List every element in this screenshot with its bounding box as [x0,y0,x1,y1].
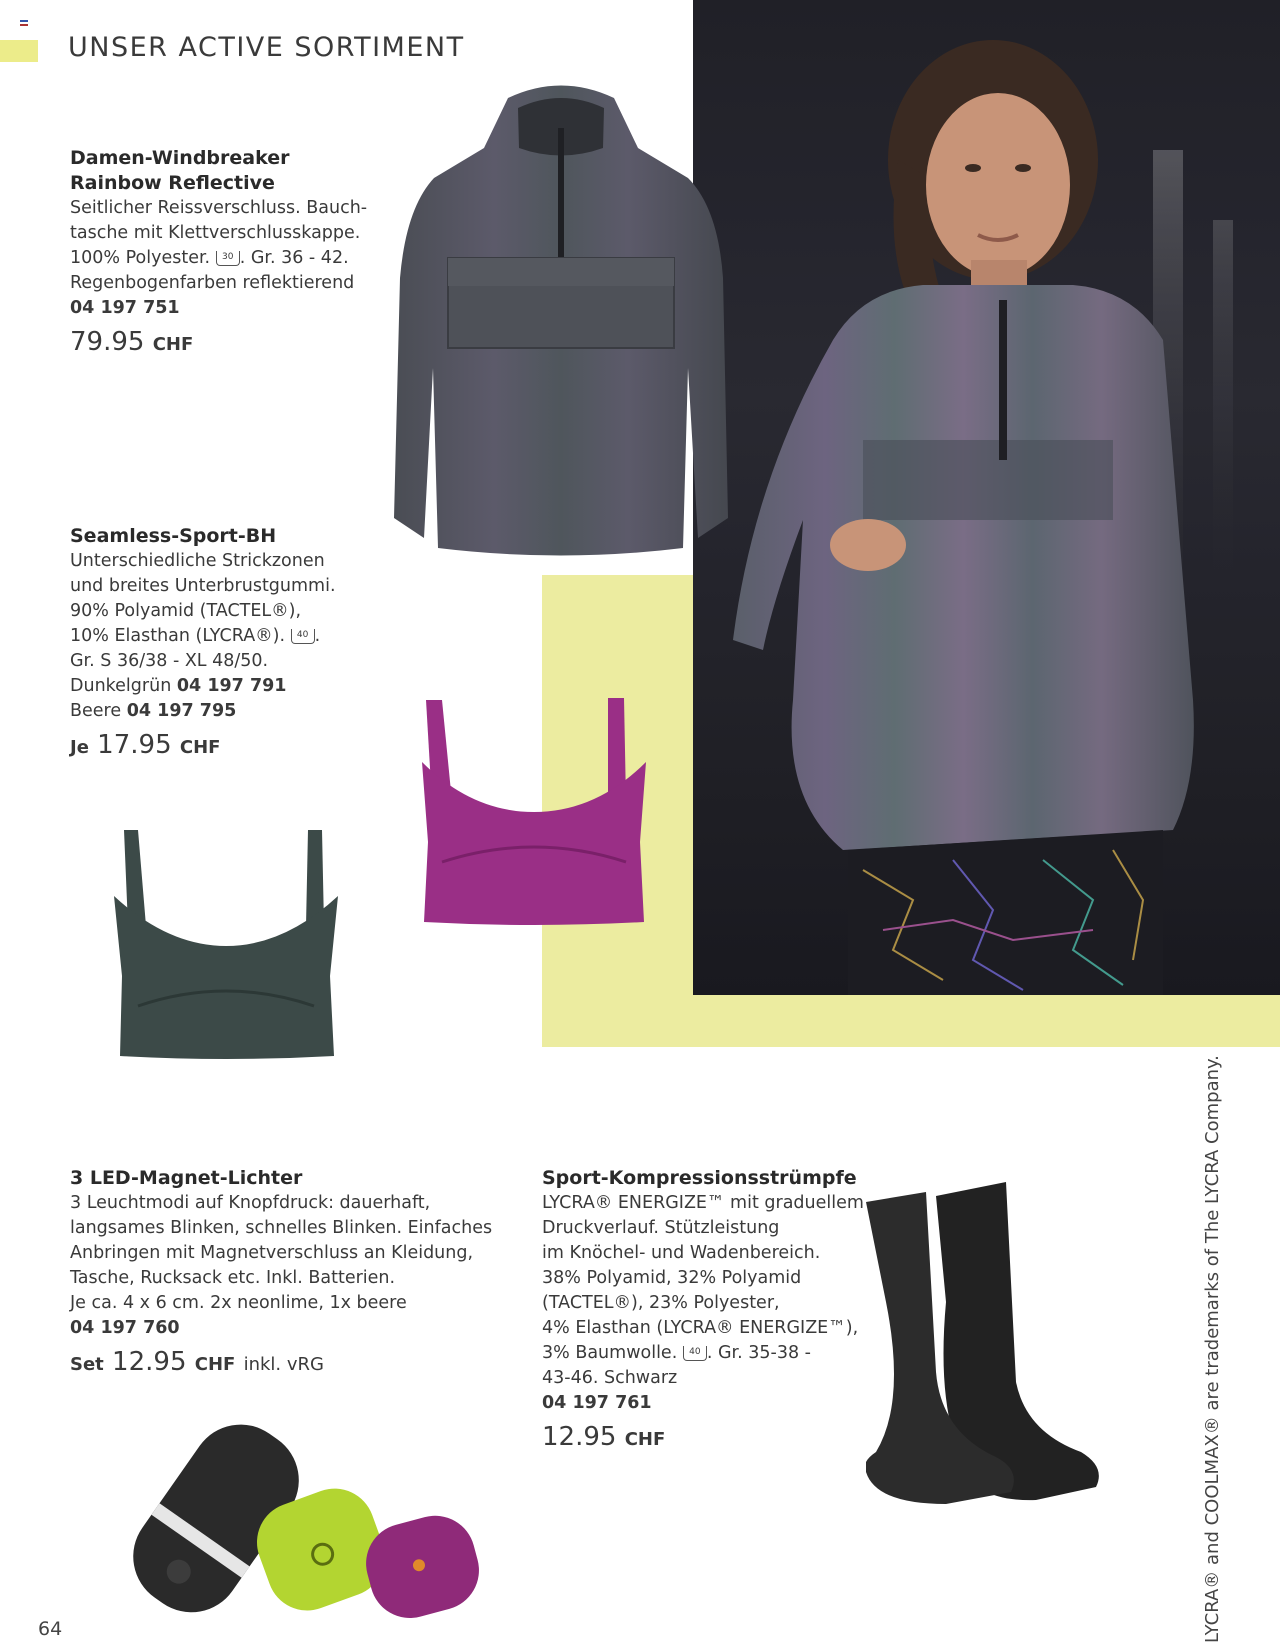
price-prefix: Je [70,737,89,758]
description-line: tasche mit Klettverschlusskappe. [70,223,361,243]
description-line: 3 Leuchtmodi auf Knopfdruck: dauerhaft, [70,1193,431,1213]
price [70,1345,510,1382]
product-name-line-2: Rainbow Reflective [70,172,275,194]
article-number: 04 197 761 [542,1393,652,1413]
price [70,728,390,765]
variant-color: Beere [70,701,122,721]
product-name: Sport-Kompressionsstrümpfe [542,1167,857,1189]
description-line: 90% Polyamid (TACTEL®), [70,601,302,621]
material-text: 10% Elasthan (LYCRA®). [70,626,286,646]
compression-socks-image [866,1182,1136,1512]
description-line: 38% Polyamid, 32% Polyamid [542,1268,802,1288]
wash-40-icon: 40 [291,629,315,644]
product-sport-bra [70,524,390,765]
currency: CHF [152,334,194,355]
product-led-lights [70,1166,510,1382]
price-value: 12.95 [542,1422,617,1452]
description-line: im Knöchel- und Wadenbereich. [542,1243,821,1263]
price-value: 17.95 [97,730,172,760]
sport-bra-green-image [108,826,344,1062]
description-line: 4% Elasthan (LYCRA® ENERGIZE™), [542,1318,859,1338]
wash-30-icon: 30 [216,251,240,266]
page-number: 64 [38,1618,63,1640]
material-end: . [314,626,321,646]
currency: CHF [624,1429,666,1450]
description-line: (TACTEL®), 23% Polyester, [542,1293,780,1313]
section-title: UNSER ACTIVE SORTIMENT [68,32,465,63]
size-text: . Gr. 36 - 42. [239,248,349,268]
currency: CHF [194,1354,236,1375]
article-number: 04 197 760 [70,1318,180,1338]
material-text: 100% Polyester. [70,248,211,268]
description-line: Seitlicher Reissverschluss. Bauch- [70,198,368,218]
product-windbreaker [70,146,390,362]
description-line: LYCRA® ENERGIZE™ mit graduellem [542,1193,864,1213]
product-compression-socks [542,1166,872,1457]
material-line [70,624,390,649]
section-accent-bar [0,40,38,62]
product-name: Seamless-Sport-BH [70,525,277,547]
description-line: Unterschiedliche Strickzonen [70,551,325,571]
variant-line [70,674,390,699]
currency: CHF [179,737,221,758]
model-photo [693,0,1280,995]
description-line: Je ca. 4 x 6 cm. 2x neonlime, 1x beere [70,1293,407,1313]
trademark-note: LYCRA® and COOLMAX® are trademarks of The LYCRA Company. [1202,1055,1223,1643]
description-line: Tasche, Rucksack etc. Inkl. Batterien. [70,1268,396,1288]
article-number: 04 197 791 [176,676,287,696]
variant-color: Dunkelgrün [70,676,172,696]
article-number: 04 197 751 [70,298,180,318]
wash-40-icon: 40 [683,1346,707,1361]
description-line: Anbringen mit Magnetverschluss an Kleidung, [70,1243,474,1263]
led-lights-image [108,1408,488,1638]
material-line [70,246,390,271]
windbreaker-image [388,78,734,590]
description-line: langsames Blinken, schnelles Blinken. Einfaches [70,1218,493,1238]
price [70,325,390,362]
variant-line [70,699,390,724]
price [542,1420,872,1457]
size-text: . Gr. 35-38 - [706,1343,811,1363]
price-value: 79.95 [70,327,145,357]
description-line: Regenbogenfarben reflektierend [70,273,355,293]
product-name: Damen-Windbreaker [70,147,290,169]
price-suffix: inkl. vRG [243,1354,324,1375]
sport-bra-berry-image [412,692,656,928]
description-line: und breites Unterbrustgummi. [70,576,336,596]
size-line: Gr. S 36/38 - XL 48/50. [70,651,269,671]
product-name: 3 LED-Magnet-Lichter [70,1167,303,1189]
material-text: 3% Baumwolle. [542,1343,678,1363]
description-line: Druckverlauf. Stützleistung [542,1218,780,1238]
description-line: 43-46. Schwarz [542,1368,678,1388]
price-value: 12.95 [112,1347,187,1377]
price-prefix: Set [70,1354,104,1375]
corner-marker [20,20,28,28]
material-line [542,1341,872,1366]
article-number: 04 197 795 [126,701,237,721]
